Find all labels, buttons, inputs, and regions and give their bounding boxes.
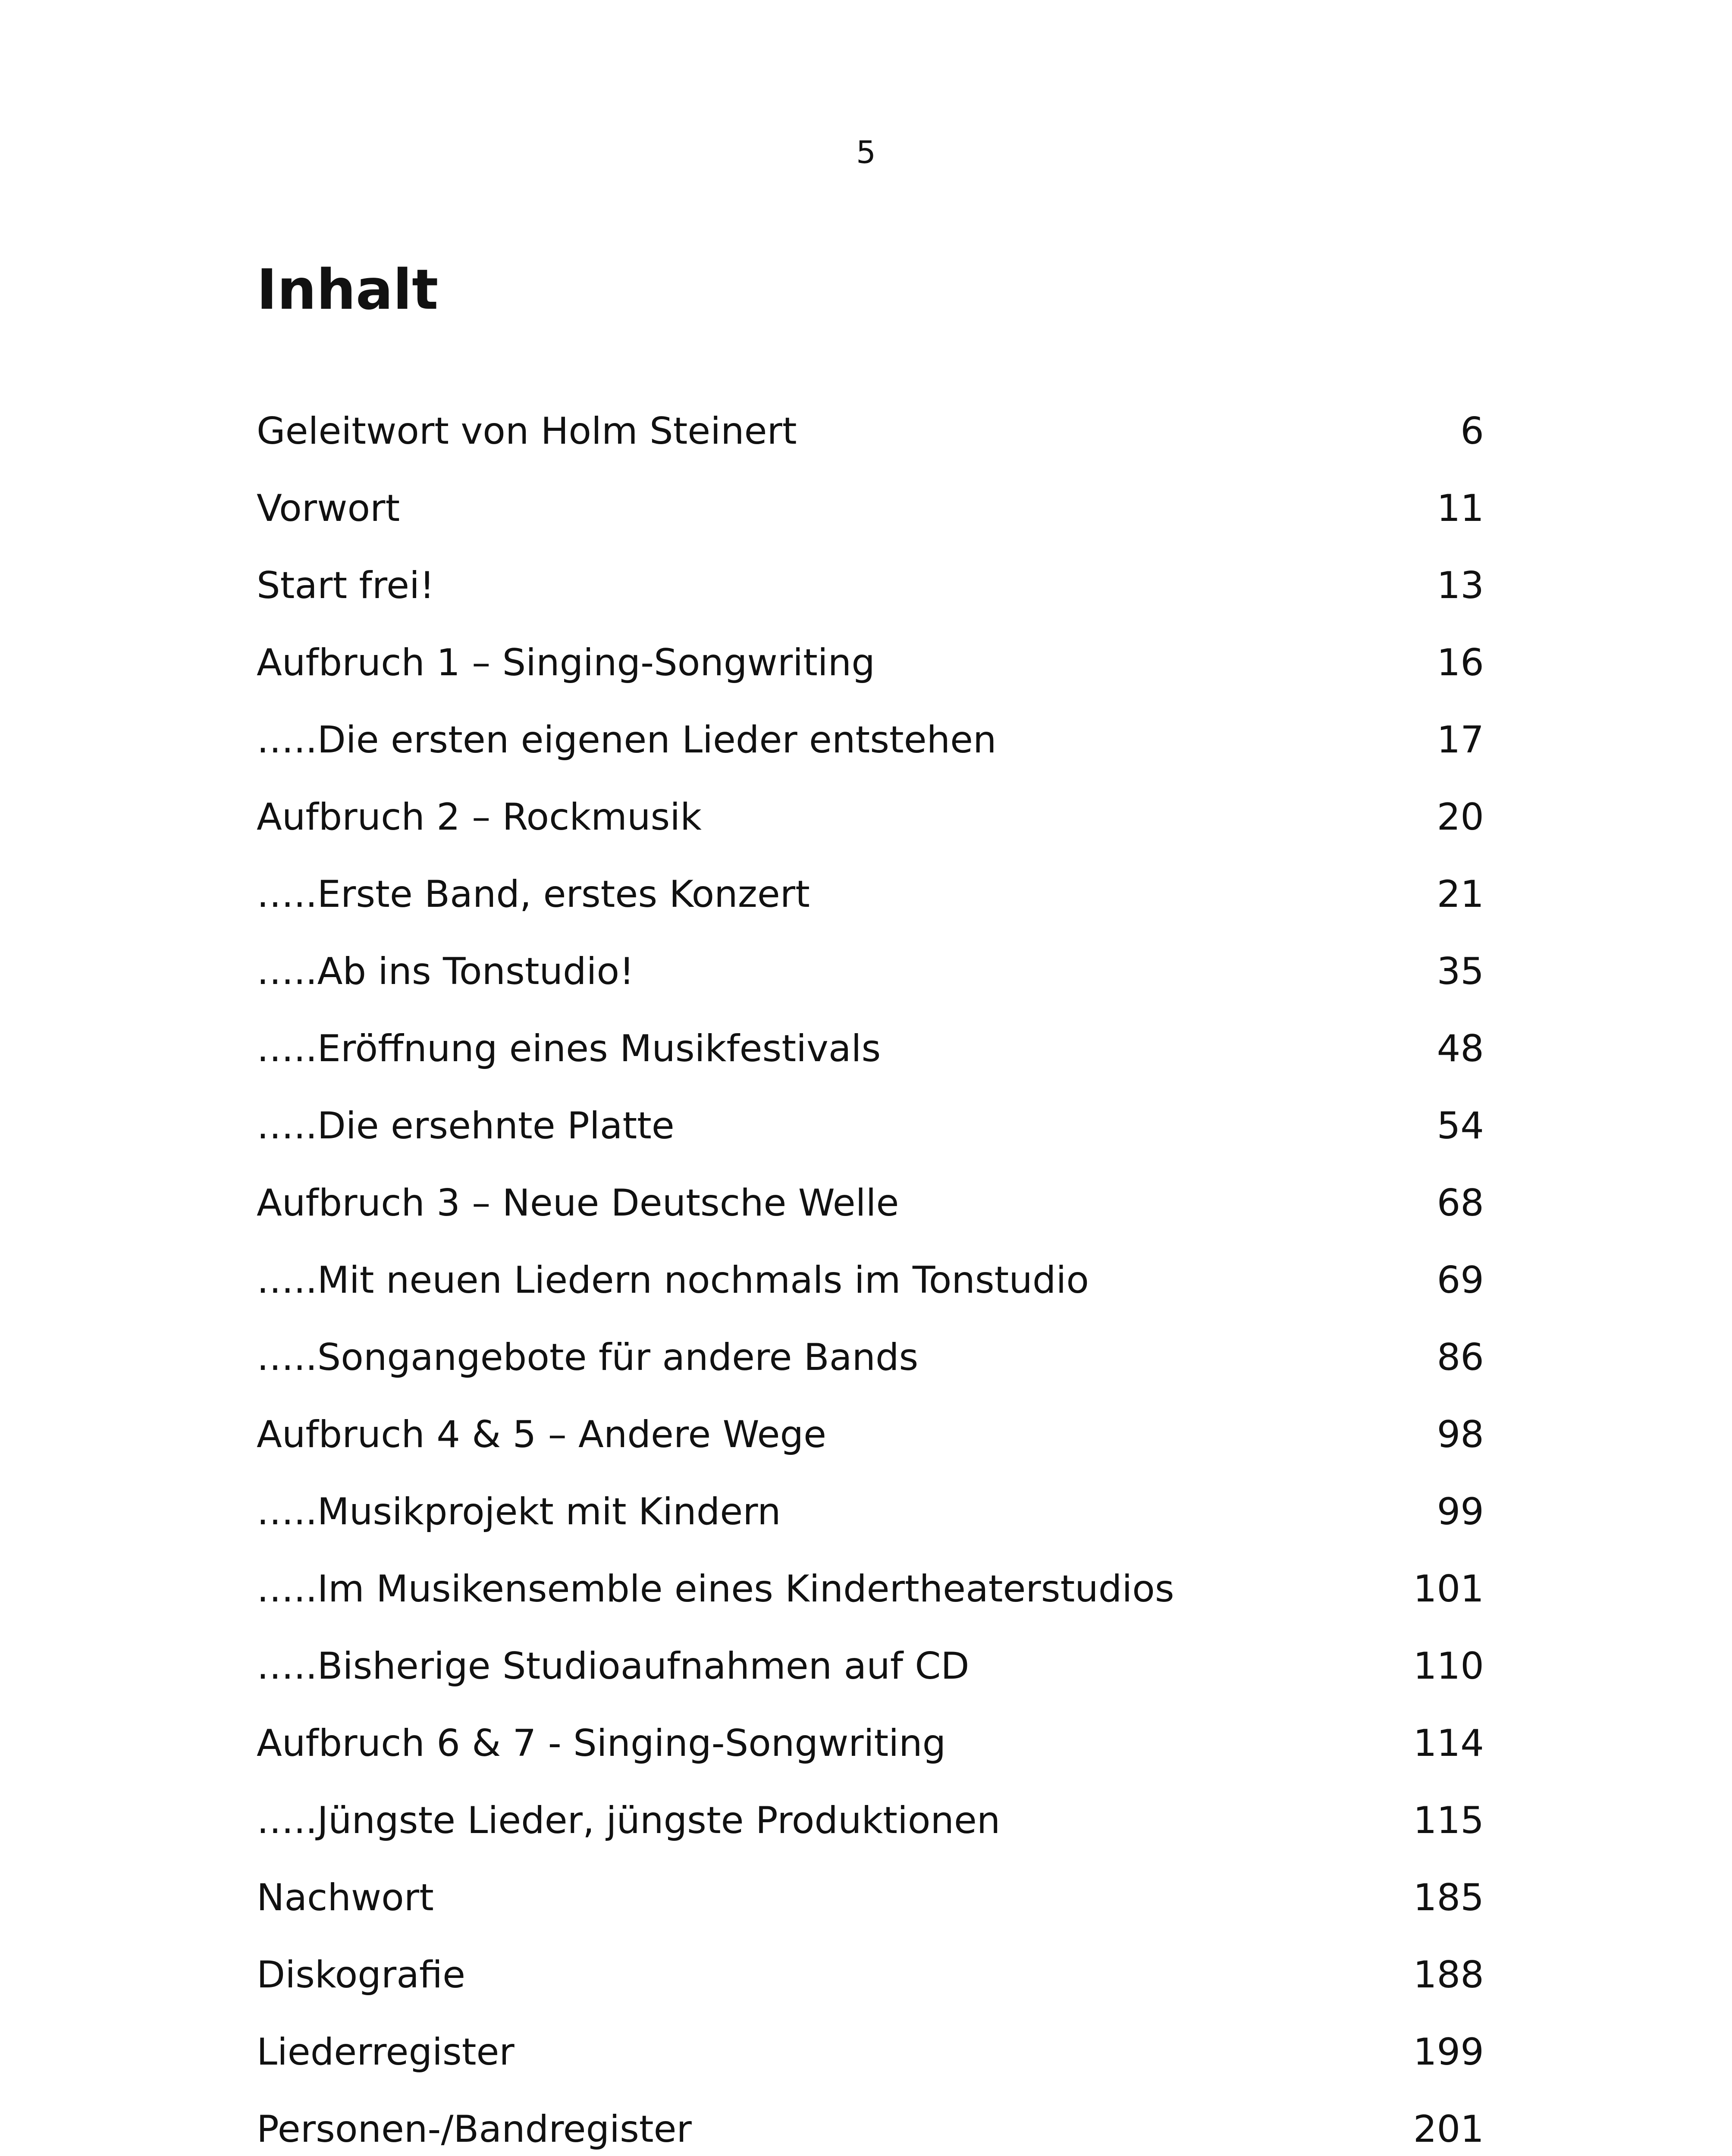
toc-entry-page-number: 20 (1437, 795, 1484, 839)
toc-entry-title: …..Ab ins Tonstudio! (257, 950, 634, 993)
toc-entry (257, 547, 1484, 624)
toc-entry (257, 1164, 1484, 1241)
toc-entry (257, 1473, 1484, 1550)
toc-entry (257, 1319, 1484, 1396)
toc-entry-page-number: 54 (1437, 1104, 1484, 1147)
toc-entry-title: Vorwort (257, 486, 400, 530)
toc-entry-page-number: 201 (1413, 2107, 1484, 2151)
toc-entry-title: Aufbruch 3 – Neue Deutsche Welle (257, 1181, 899, 1225)
toc-entry-title: Personen-/Bandregister (257, 2107, 692, 2151)
toc-entry-page-number: 114 (1413, 1721, 1484, 1765)
toc-entry-title: Aufbruch 1 – Singing-Songwriting (257, 641, 875, 684)
toc-entry-page-number: 86 (1437, 1335, 1484, 1379)
toc-entry-title: …..Erste Band, erstes Konzert (257, 872, 810, 916)
toc-entry-title: …..Eröffnung eines Musikfestivals (257, 1027, 881, 1070)
page-title: Inhalt (257, 258, 439, 322)
toc-entry-page-number: 68 (1437, 1181, 1484, 1225)
toc-entry-title: …..Songangebote für andere Bands (257, 1335, 919, 1379)
toc-entry-title: Aufbruch 4 & 5 – Andere Wege (257, 1413, 826, 1456)
toc-entry-page-number: 69 (1437, 1258, 1484, 1302)
toc-entry-title: …..Im Musikensemble eines Kindertheaterstudios (257, 1567, 1174, 1611)
toc-entry-title: …..Mit neuen Liedern nochmals im Tonstudio (257, 1258, 1089, 1302)
toc-entry (257, 856, 1484, 933)
toc-entry (257, 1627, 1484, 1705)
toc-entry-page-number: 6 (1460, 409, 1484, 453)
toc-entry-page-number: 101 (1413, 1567, 1484, 1611)
toc-entry-title: Nachwort (257, 1876, 434, 1919)
toc-entry-title: Aufbruch 2 – Rockmusik (257, 795, 702, 839)
toc-entry-title: …..Die ersten eigenen Lieder entstehen (257, 718, 997, 761)
toc-entry-page-number: 16 (1437, 641, 1484, 684)
toc-entry-page-number: 48 (1437, 1027, 1484, 1070)
toc-entry-page-number: 98 (1437, 1413, 1484, 1456)
toc-entry (257, 1936, 1484, 2013)
toc-entry-page-number: 17 (1437, 718, 1484, 761)
toc-entry (257, 933, 1484, 1010)
toc-entry-page-number: 188 (1413, 1953, 1484, 1996)
toc-entry-page-number: 99 (1437, 1490, 1484, 1533)
toc-entry-title: …..Die ersehnte Platte (257, 1104, 675, 1147)
toc-entry (257, 624, 1484, 701)
toc-entry-title: …..Bisherige Studioaufnahmen auf CD (257, 1644, 970, 1688)
toc-entry-title: Aufbruch 6 & 7 - Singing-Songwriting (257, 1721, 946, 1765)
toc-entry (257, 778, 1484, 856)
page-number: 5 (856, 134, 876, 170)
toc-entry-title: …..Musikprojekt mit Kindern (257, 1490, 781, 1533)
toc-entry (257, 2013, 1484, 2090)
toc-entry-page-number: 21 (1437, 872, 1484, 916)
toc-entry-title: Liederregister (257, 2030, 515, 2074)
toc-entry-title: Geleitwort von Holm Steinert (257, 409, 797, 453)
table-of-contents (257, 392, 1484, 2156)
toc-entry (257, 1087, 1484, 1164)
toc-entry-page-number: 11 (1437, 486, 1484, 530)
toc-entry-title: Start frei! (257, 564, 435, 607)
toc-entry-title: …..Jüngste Lieder, jüngste Produktionen (257, 1799, 1001, 1842)
toc-entry (257, 1705, 1484, 1782)
toc-entry (257, 1859, 1484, 1936)
toc-entry (257, 392, 1484, 470)
toc-entry-page-number: 185 (1413, 1876, 1484, 1919)
toc-entry (257, 1550, 1484, 1627)
toc-entry (257, 2090, 1484, 2156)
toc-entry-page-number: 110 (1413, 1644, 1484, 1688)
toc-entry (257, 701, 1484, 778)
toc-entry-title: Diskografie (257, 1953, 466, 1996)
toc-entry-page-number: 13 (1437, 564, 1484, 607)
toc-entry-page-number: 115 (1413, 1799, 1484, 1842)
toc-entry-page-number: 199 (1413, 2030, 1484, 2074)
toc-entry (257, 1010, 1484, 1087)
toc-entry-page-number: 35 (1437, 950, 1484, 993)
toc-entry (257, 470, 1484, 547)
toc-entry (257, 1396, 1484, 1473)
toc-entry (257, 1241, 1484, 1319)
toc-entry (257, 1782, 1484, 1859)
